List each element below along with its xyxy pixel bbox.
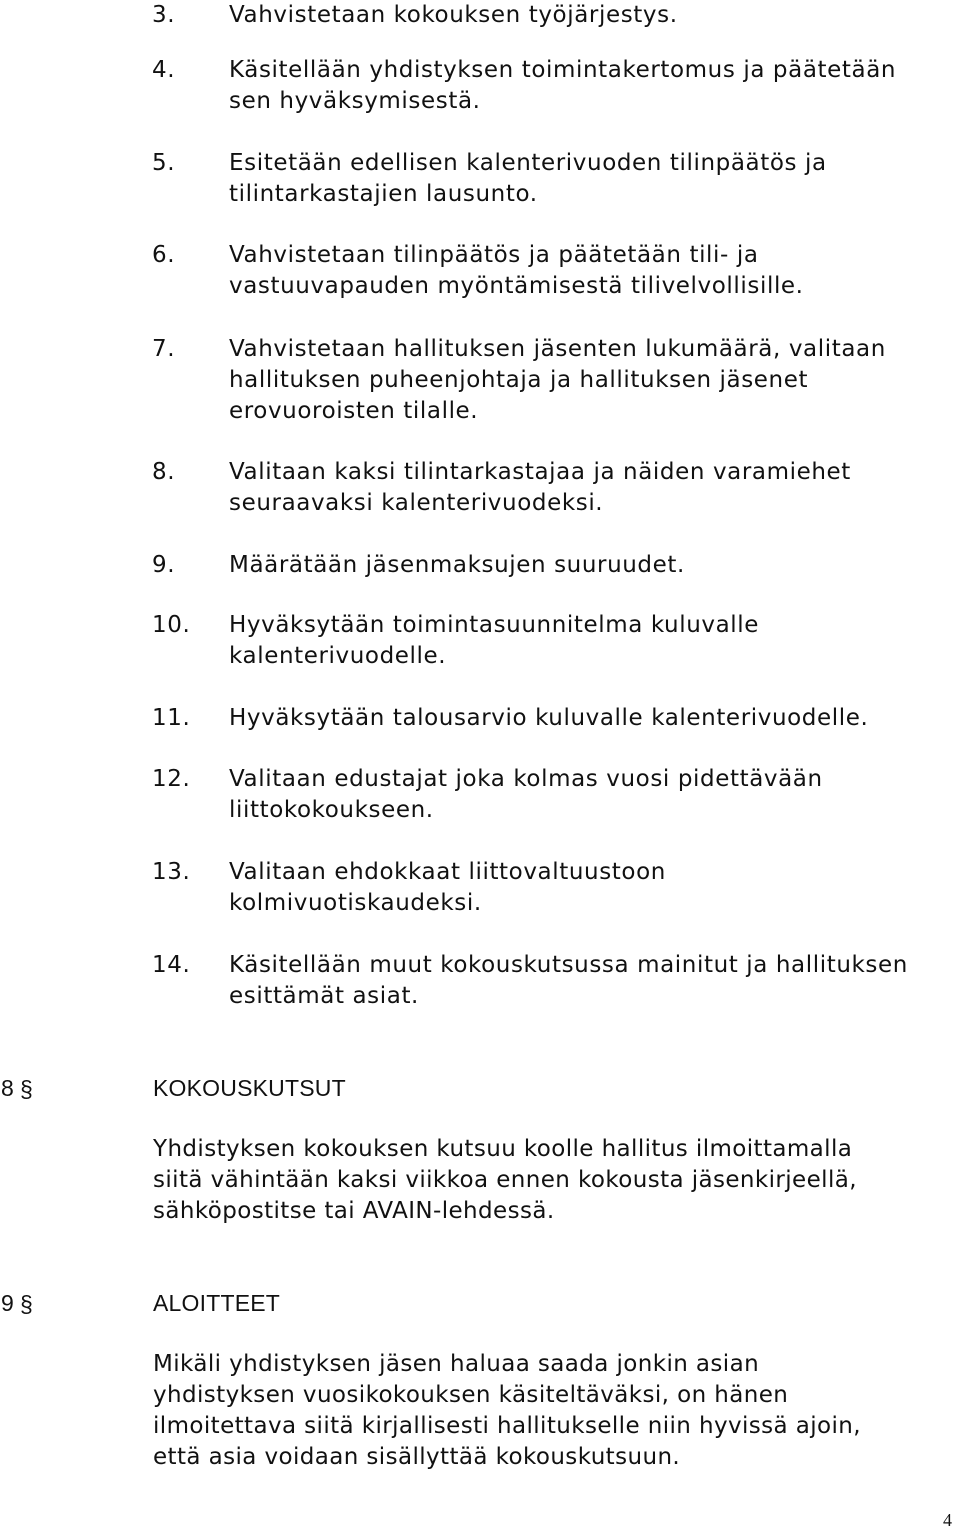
agenda-item-text: Vahvistetaan hallituksen jäsenten lukumäärä, valitaan hallituksen puheenjohtaja ja hallituksen jäsenet erovuoroisten tilalle. bbox=[229, 336, 886, 424]
section-body: Yhdistyksen kokouksen kutsuu koolle hallitus ilmoittamalla siitä vähintään kaksi viikkoa ennen kokousta jäsenkirjeellä, sähköpostitse tai AVAIN-lehdessä. bbox=[153, 1136, 857, 1224]
section-heading bbox=[0, 1072, 960, 1104]
agenda-item-text: Valitaan kaksi tilintarkastajaa ja näiden varamiehet seuraavaksi kalenterivuodeksi. bbox=[229, 459, 851, 516]
section-symbol: § bbox=[20, 1076, 33, 1102]
agenda-item-number: 8. bbox=[152, 459, 176, 485]
agenda-item-number: 9. bbox=[152, 552, 176, 578]
section-title: ALOITTEET bbox=[153, 1290, 281, 1316]
agenda-item-text: Käsitellään muut kokouskutsussa mainitut ja hallituksen esittämät asiat. bbox=[229, 952, 908, 1009]
section-title: KOKOUSKUTSUT bbox=[153, 1075, 346, 1101]
page-number: 4 bbox=[943, 1510, 952, 1530]
agenda-item-text: Hyväksytään toimintasuunnitelma kuluvalle kalenterivuodelle. bbox=[229, 612, 760, 669]
agenda-item-number: 10. bbox=[152, 612, 191, 638]
agenda-item-number: 12. bbox=[152, 766, 191, 792]
section-number: 9 bbox=[1, 1290, 14, 1316]
section-heading bbox=[0, 1287, 960, 1319]
section-body: Mikäli yhdistyksen jäsen haluaa saada jonkin asian yhdistyksen vuosikokouksen käsiteltäväksi, on hänen ilmoitettava siitä kirjallisesti hallitukselle niin hyvissä ajoin, että asia voidaan sisällyttää kokouskutsuun. bbox=[153, 1351, 861, 1470]
section-symbol: § bbox=[20, 1291, 33, 1317]
agenda-item-number: 6. bbox=[152, 242, 176, 268]
agenda-item-text: Valitaan ehdokkaat liittovaltuustoon kolmivuotiskaudeksi. bbox=[229, 859, 666, 916]
agenda-item-text: Vahvistetaan kokouksen työjärjestys. bbox=[229, 2, 678, 28]
agenda-item-text: Valitaan edustajat joka kolmas vuosi pidettävään liittokokoukseen. bbox=[229, 766, 823, 823]
agenda-item-text: Hyväksytään talousarvio kuluvalle kalenterivuodelle. bbox=[229, 705, 869, 731]
agenda-item-number: 11. bbox=[152, 705, 191, 731]
agenda-item-text: Vahvistetaan tilinpäätös ja päätetään tili- ja vastuuvapauden myöntämisestä tilivelvollisille. bbox=[229, 242, 804, 299]
agenda-item-number: 3. bbox=[152, 2, 176, 28]
agenda-item-number: 4. bbox=[152, 57, 176, 83]
agenda-item-text: Määrätään jäsenmaksujen suuruudet. bbox=[229, 552, 685, 578]
section-number: 8 bbox=[1, 1075, 14, 1101]
agenda-item-number: 5. bbox=[152, 150, 176, 176]
agenda-item-text: Käsitellään yhdistyksen toimintakertomus ja päätetään sen hyväksymisestä. bbox=[229, 57, 897, 114]
agenda-item-number: 14. bbox=[152, 952, 191, 978]
agenda-item-number: 7. bbox=[152, 336, 176, 362]
agenda-item-text: Esitetään edellisen kalenterivuoden tilinpäätös ja tilintarkastajien lausunto. bbox=[229, 150, 827, 207]
agenda-item-number: 13. bbox=[152, 859, 191, 885]
